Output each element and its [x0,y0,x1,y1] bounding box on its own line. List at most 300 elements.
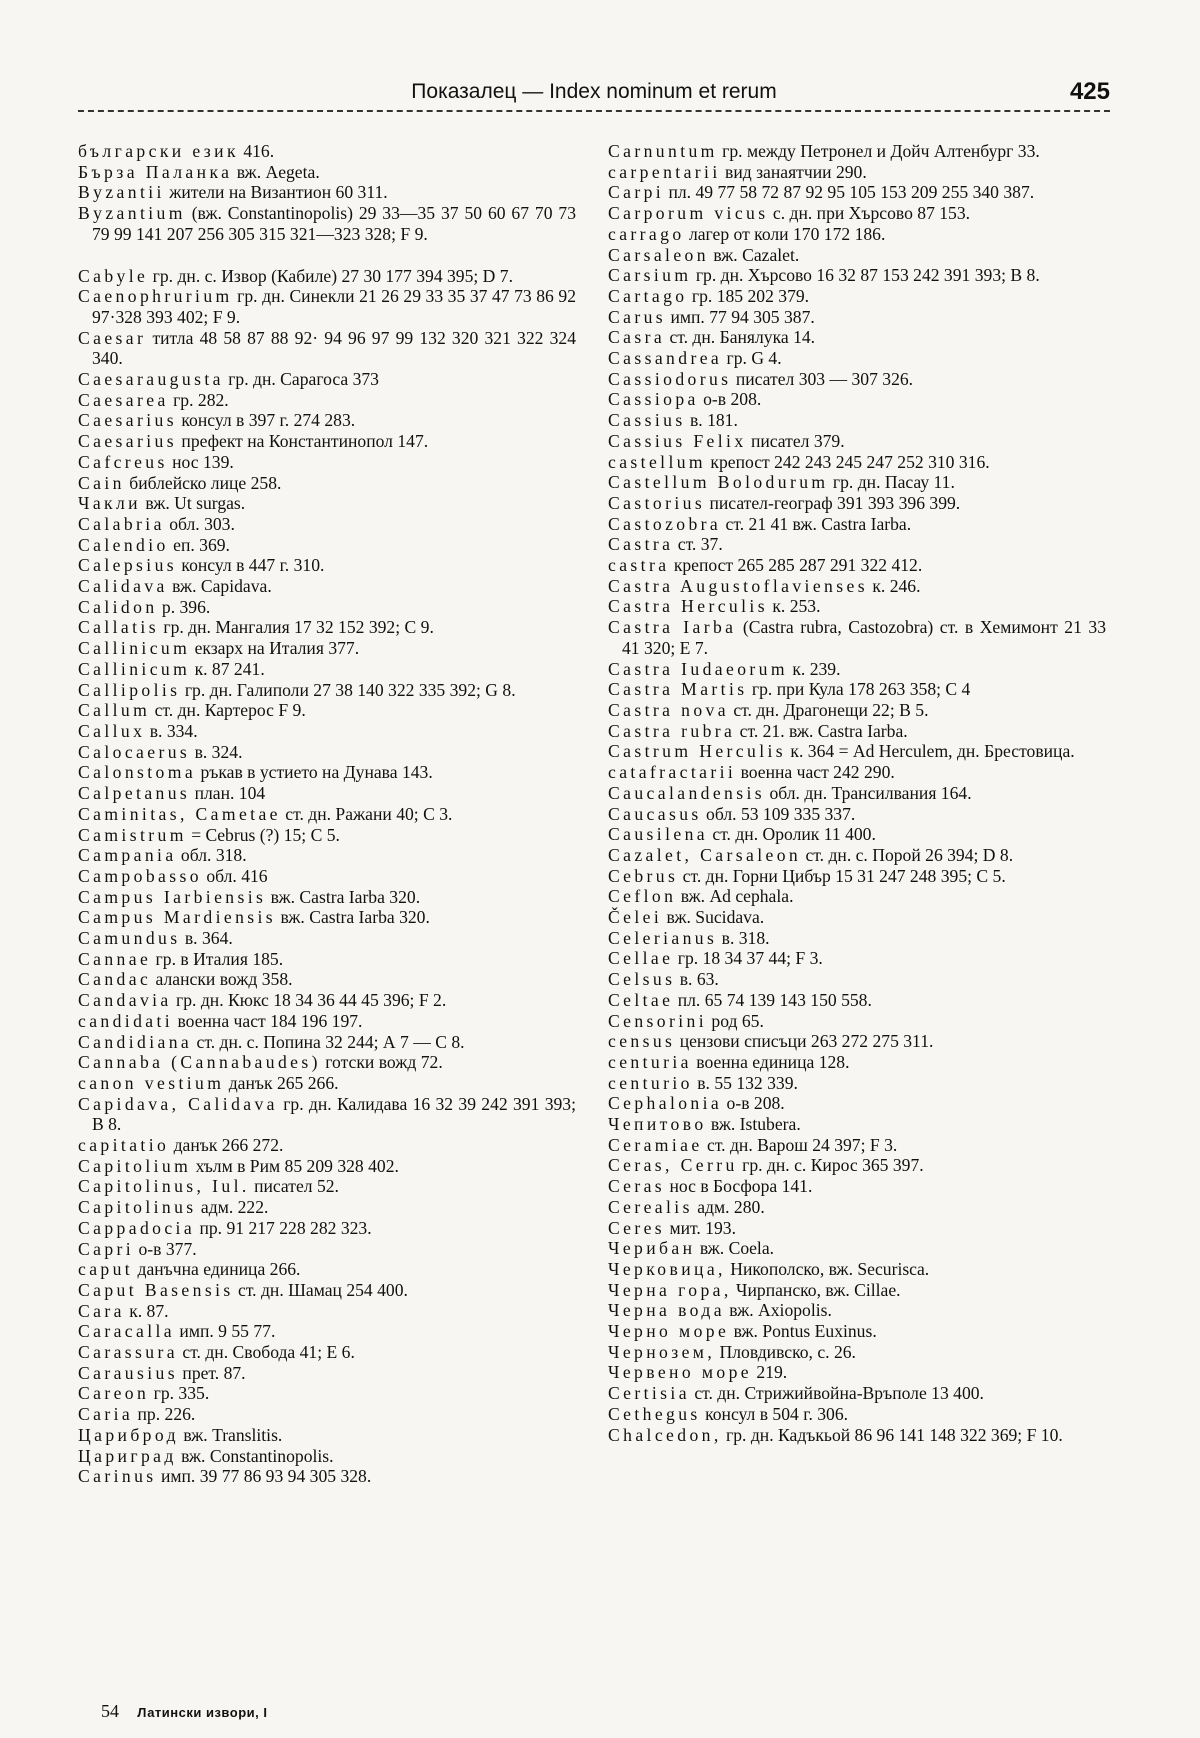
index-entry [78,742,576,763]
entry-references: вж. Sucidava. [662,907,765,928]
entry-headword: Castra Iudaeorum [608,658,788,679]
index-entry [78,1259,576,1280]
index-entry [78,1156,576,1177]
entry-references: в. 63. [675,969,719,990]
index-entry [78,825,576,846]
page-number: 425 [1069,78,1110,105]
index-entry [608,700,1106,721]
entry-headword: Ceras [608,1176,666,1197]
index-entry [78,576,576,597]
entry-references: обл. 318. [176,845,247,866]
entry-headword: Camistrum [78,824,187,845]
index-entry [608,472,1106,493]
index-entry [608,224,1106,245]
entry-references: военна единица 128. [691,1051,850,1072]
index-entry [608,514,1106,535]
entry-headword: Camundus [78,928,181,949]
entry-references: мит. 193. [665,1217,736,1238]
entry-headword: Carporum vicus [608,203,769,224]
entry-references: гр. дн. Хърсово 16 32 87 153 242 391 393; В 8. [691,265,1040,286]
index-entry [608,1218,1106,1239]
entry-references: к. 364 = Ad Herculem, дн. Брестовица. [786,741,1075,762]
entry-headword: Campania [78,845,177,866]
index-entry [608,286,1106,307]
entry-references: ст. дн. с. Попина 32 244; А 7 — С 8. [192,1031,465,1052]
index-entry [78,452,576,473]
entry-headword: Cassius [608,410,686,431]
index-entry [608,1011,1106,1032]
entry-headword: Candac [78,969,152,990]
index-entry [78,907,576,928]
entry-headword: Cartago [608,285,688,306]
entry-headword: Чакли [78,493,141,514]
index-entry [608,990,1106,1011]
entry-references: вид занаятчии 290. [720,161,867,182]
entry-headword: Черна гора, [608,1279,732,1300]
entry-references: крепост 242 243 245 247 252 310 316. [706,451,990,472]
index-entry [608,886,1106,907]
index-entry [608,534,1106,555]
index-entry [608,866,1106,887]
index-entry [78,887,576,908]
entry-headword: centuria [608,1051,692,1072]
entry-references: вж. Istubera. [706,1114,801,1135]
entry-references: гр. 282. [168,389,229,410]
entry-references: екзарх на Италия 377. [190,638,360,659]
entry-headword: Caucalandensis [608,782,766,803]
entry-headword: Castra Augustoflavienses [608,575,868,596]
entry-headword: Byzantium [78,203,186,224]
entry-references: титла 48 58 87 88 92· 94 96 97 99 132 320 321 322 324 340. [92,327,576,369]
index-entry [78,473,576,494]
entry-references: гр. в Италия 185. [151,948,284,969]
entry-headword: Caucasus [608,803,702,824]
entry-headword: catafractarii [608,762,737,783]
entry-headword: Чепитово [608,1114,707,1135]
entry-headword: Capitolium [78,1155,192,1176]
entry-references: консул в 504 г. 306. [700,1403,849,1424]
entry-headword: Callux [78,720,146,741]
index-entry [78,535,576,556]
entry-headword: Cebrus [608,865,679,886]
entry-headword: Castrum Herculis [608,741,787,762]
entry-references: к. 239. [787,658,841,679]
entry-headword: Carus [608,306,667,327]
entry-references: алански вожд 358. [151,969,293,990]
index-entry [608,804,1106,825]
index-entry [608,741,1106,762]
running-title: Показалец — Index nominum et rerum [411,80,777,103]
entry-references: гр. дн. Кадъкьой 86 96 141 148 322 369; F 10. [721,1424,1063,1445]
entry-references: префект на Константинопол 147. [177,431,429,452]
index-entry [608,1197,1106,1218]
index-entry [78,328,576,369]
entry-headword: Cara [78,1300,125,1321]
entry-headword: Цариград [78,1445,177,1466]
entry-headword: Ceramiae [608,1134,703,1155]
entry-headword: Casra [608,327,666,348]
index-entry [608,1031,1106,1052]
entry-references: нос в Босфора 141. [665,1176,813,1197]
entry-references: обл. дн. Трансилвания 164. [765,782,972,803]
entry-references: пл. 49 77 58 72 87 92 95 105 153 209 255 340 387. [664,182,1035,203]
index-entry [608,762,1106,783]
entry-headword: Черибан [608,1238,696,1259]
entry-headword: Carnuntum [608,141,718,161]
entry-references: вж. Castra Iarba 320. [266,886,421,907]
entry-headword: Caesarea [78,389,169,410]
entry-headword: capitatio [78,1135,170,1156]
entry-headword: Campus Mardiensis [78,907,277,928]
entry-headword: carpentarii [608,161,721,182]
entry-headword: Callum [78,700,151,721]
index-entry [608,1383,1106,1404]
entry-references: 416. [238,141,275,161]
index-entry [608,327,1106,348]
entry-headword: Червено море [608,1362,752,1383]
index-entry [608,1342,1106,1363]
entry-references: библейско лице 258. [124,472,282,493]
index-entry [78,597,576,618]
entry-references: ст. 21. вж. Castra Iarba. [735,720,908,741]
index-entry [78,1239,576,1260]
entry-references: ст. дн. с. Порой 26 394; D 8. [801,844,1014,865]
entry-headword: Candidiana [78,1031,193,1052]
entry-headword: Calepsius [78,555,178,576]
entry-references: военна част 184 196 197. [173,1010,363,1031]
index-entry [78,1094,576,1135]
entry-references: гр. дн. Кюкс 18 34 36 44 45 396; F 2. [171,990,447,1011]
entry-headword: Castorius [608,492,706,513]
entry-references: в. 334. [145,720,198,741]
entry-references: к. 87 241. [190,658,265,679]
index-entry [78,1032,576,1053]
entry-references: о-в 208. [698,389,762,410]
entry-headword: Campus Iarbiensis [78,886,267,907]
entry-headword: Cannae [78,948,152,969]
entry-references: в. 181. [685,410,738,431]
entry-references: пр. 91 217 228 282 323. [195,1217,372,1238]
entry-headword: Castellum Bolodurum [608,472,829,493]
index-entry [78,286,576,327]
entry-headword: Campobasso [78,865,202,886]
index-column-left [78,141,576,1487]
entry-headword: Capri [78,1238,135,1259]
entry-headword: Careon [78,1383,150,1404]
entry-references: гр. дн. Мангалия 17 32 152 392; С 9. [158,617,434,638]
entry-headword: Castra [608,534,674,555]
entry-headword: Carsium [608,265,692,286]
index-entry [78,638,576,659]
entry-headword: Cephalonia [608,1093,723,1114]
entry-references: гр. 335. [149,1383,210,1404]
index-entry [608,493,1106,514]
index-entry [608,845,1106,866]
index-entry [608,1073,1106,1094]
entry-headword: census [608,1031,676,1052]
entry-references: гр. дн. Синекли 21 26 29 33 35 37 47 73 86 92 97·328 393 402; F 9. [92,286,576,327]
index-entry [78,949,576,970]
index-entry [78,1342,576,1363]
entry-references: ст. 37. [673,534,723,555]
entry-references: вж. Castra Iarba 320. [276,907,430,928]
index-entry [608,824,1106,845]
entry-references: обл. 416 [201,865,268,886]
entry-references: гр. между Петронел и Дойч Алтенбург 33. [717,141,1040,161]
entry-headword: Caria [78,1404,134,1425]
entry-headword: Capidava, Calidava [78,1093,278,1114]
index-entry [608,307,1106,328]
entry-references: вж. Pontus Euxinus. [729,1321,877,1342]
entry-headword: Causilena [608,824,708,845]
index-entry [608,431,1106,452]
entry-references: нос 139. [167,451,234,472]
page-footer [101,1701,267,1722]
index-entry [78,493,576,514]
entry-headword: Carassura [78,1342,178,1363]
entry-references: данъчна единица 266. [133,1259,301,1280]
index-entry [78,266,576,287]
index-entry [608,1114,1106,1135]
index-entry [78,928,576,949]
entry-references: лагер от коли 170 172 186. [684,223,886,244]
index-entry [608,1093,1106,1114]
entry-headword: Caesaraugusta [78,369,224,390]
index-entry [608,907,1106,928]
entry-references: гр. при Кула 178 263 358; С 4 [747,679,971,700]
entry-headword: Carpi [608,182,665,203]
entry-references: (вж. Constantinopolis) 29 33—35 37 50 60 67 70 73 79 99 141 207 256 305 315 321—323 328; F 9. [92,203,576,244]
index-entry [608,162,1106,183]
entry-references: адм. 222. [196,1197,269,1218]
index-entry [608,1052,1106,1073]
index-entry [608,389,1106,410]
entry-references: данък 265 266. [224,1072,339,1093]
entry-headword: Celsus [608,969,676,990]
index-entry [78,555,576,576]
entry-headword: Castozobra [608,513,722,534]
entry-references: жители на Византион 60 311. [164,182,388,203]
entry-references: план. 104 [190,783,266,804]
entry-headword: Cassandrea [608,348,723,369]
entry-headword: Ceras, Cerru [608,1155,738,1176]
entry-headword: Черковица, [608,1258,726,1279]
signature-book-title: Латински извори, I [137,1705,268,1720]
index-entry [608,1155,1106,1176]
entry-headword: Caesarius [78,431,177,452]
entry-references: вж. Ad cephala. [676,886,794,907]
index-entry [78,369,576,390]
entry-references: имп. 39 77 86 93 94 305 328. [156,1466,372,1487]
entry-references: = Cebrus (?) 15; С 5. [186,824,340,845]
index-entry [608,410,1106,431]
entry-references: о-в 208. [722,1093,785,1114]
index-entry [78,390,576,411]
index-entry [608,1280,1106,1301]
entry-headword: Cerealis [608,1196,693,1217]
entry-references: консул в 447 г. 310. [177,555,325,576]
index-entry [608,1176,1106,1197]
entry-references: гр. G 4. [722,348,782,369]
entry-headword: castellum [608,451,707,472]
index-entry [608,1362,1106,1383]
entry-headword: Castra rubra [608,720,736,741]
index-entry [608,1135,1106,1156]
entry-references: еп. 369. [168,534,230,555]
entry-references: к. 87. [124,1300,169,1321]
entry-headword: Черно море [608,1321,730,1342]
entry-references: ст. дн. Горни Цибър 15 31 247 248 395; С 5. [678,865,1006,886]
index-entry [78,1280,576,1301]
index-entry [608,969,1106,990]
index-entry [608,348,1106,369]
entry-references: в. 318. [717,927,770,948]
entry-headword: Calabria [78,513,165,534]
index-entry [78,1466,576,1487]
entry-headword: Celerianus [608,927,718,948]
index-entry [78,659,576,680]
entry-headword: Cazalet, Carsaleon [608,844,802,865]
index-entry [608,659,1106,680]
index-entry [608,617,1106,658]
entry-references: к. 246. [867,575,921,596]
index-entry [78,203,576,244]
index-entry [608,452,1106,473]
index-entry [78,1176,576,1197]
index-entry [78,1383,576,1404]
index-entry [78,1321,576,1342]
entry-headword: Capitolinus, Iul. [78,1176,250,1197]
index-entry [608,555,1106,576]
entry-headword: Caenophrurium [78,286,233,307]
entry-headword: Callinicum [78,638,191,659]
entry-headword: Cassiopa [608,389,699,410]
entry-references: готски вожд 72. [320,1052,443,1073]
entry-references: ст. дн. Шамац 254 400. [233,1279,408,1300]
index-entry [78,1135,576,1156]
index-entry [78,1404,576,1425]
entry-headword: Cain [78,472,125,493]
entry-references: в. 364. [180,928,233,949]
entry-references: гр. дн. Калидава 16 32 39 242 391 393; В 8. [92,1093,576,1135]
index-entry [608,928,1106,949]
entry-references: вж. Cazalet. [708,244,800,265]
entry-headword: Cellae [608,948,674,969]
entry-headword: Cassiodorus [608,368,732,389]
entry-references: гр. дн. с. Кирос 365 397. [737,1155,924,1176]
entry-references: вж. Capidava. [167,576,272,597]
entry-headword: Calpetanus [78,783,191,804]
entry-headword: Cafcreus [78,451,168,472]
entry-references: писател 52. [249,1176,339,1197]
index-entry [78,1197,576,1218]
entry-references: Чирпанско, вж. Cillae. [731,1279,901,1300]
entry-references: вж. Constantinopolis. [176,1445,334,1466]
entry-references: вж. Aegeta. [232,161,320,182]
entry-headword: Carsaleon [608,244,709,265]
entry-references: с. дн. при Хърсово 87 153. [768,203,971,224]
entry-references: 219. [752,1362,788,1383]
entry-references: гр. дн. Галиполи 27 38 140 322 335 392; G 8. [180,679,516,700]
index-column-right [608,141,1106,1445]
index-entry [608,576,1106,597]
index-entry [608,1238,1106,1259]
index-entry [78,1301,576,1322]
entry-headword: Caesarius [78,410,177,431]
index-entry [78,866,576,887]
index-entry [78,762,576,783]
entry-headword: Byzantii [78,182,165,203]
index-entry [78,969,576,990]
entry-headword: Cabyle [78,265,149,286]
entry-references: вж. Axiopolis. [724,1300,832,1321]
entry-references: хълм в Рим 85 209 328 402. [191,1155,399,1176]
entry-references: ст. 21 41 вж. Castra Iarba. [721,513,912,534]
entry-references: Пловдивско, с. 26. [715,1341,856,1362]
index-entry [78,410,576,431]
entry-references: ст. дн. Свобода 41; Е 6. [177,1342,355,1363]
page-header [78,76,1110,112]
index-entry [78,1446,576,1467]
entry-headword: Censorini [608,1010,708,1031]
index-entry [78,721,576,742]
entry-references: вж. Translitis. [178,1424,283,1445]
index-entry [78,804,576,825]
entry-references: имп. 77 94 305 387. [666,306,815,327]
entry-headword: Calidava [78,576,168,597]
entry-references: гр. дн. с. Извор (Кабиле) 27 30 177 394 395; D 7. [148,265,513,286]
index-entry [608,1404,1106,1425]
entry-headword: castra [608,555,670,576]
entry-references: цензови списъци 263 272 275 311. [675,1031,934,1052]
entry-headword: candidati [78,1010,174,1031]
index-entry [78,514,576,535]
entry-references: ст. дн. Банялука 14. [665,327,816,348]
entry-headword: Бърза Паланка [78,161,233,182]
index-entry [608,182,1106,203]
entry-references: гр. 185 202 379. [687,285,810,306]
entry-headword: Ceres [608,1217,666,1238]
index-entry [608,596,1106,617]
entry-headword: Calocaerus [78,741,191,762]
index-entry [608,245,1106,266]
entry-references: писател-географ 391 393 396 399. [705,492,961,513]
entry-references: гр. дн. Пасау 11. [828,472,955,493]
index-entry [78,1011,576,1032]
signature-number: 54 [101,1701,119,1721]
entry-headword: Черна вода [608,1300,725,1321]
index-entry [78,990,576,1011]
index-entry [608,369,1106,390]
entry-headword: Callipolis [78,679,181,700]
entry-headword: Ceflon [608,886,677,907]
index-entry [78,617,576,638]
entry-references: р. 396. [157,596,211,617]
entry-references: Никополско, вж. Securisca. [725,1258,930,1279]
index-entry [608,1321,1106,1342]
entry-headword: canon vestium [78,1072,225,1093]
entry-references: в. 55 132 339. [692,1072,798,1093]
entry-references: ст. дн. Стрижийвойна-Връполе 13 400. [689,1383,984,1404]
index-entry [78,1073,576,1094]
entry-references: консул в 397 г. 274 283. [177,410,356,431]
entry-headword: Callatis [78,617,159,638]
entry-references: гр. 18 34 37 44; F 3. [673,948,823,969]
entry-headword: Castra Martis [608,679,748,700]
entry-headword: Castra nova [608,699,729,720]
entry-headword: Caracalla [78,1321,176,1342]
entry-headword: Čelei [608,907,663,928]
